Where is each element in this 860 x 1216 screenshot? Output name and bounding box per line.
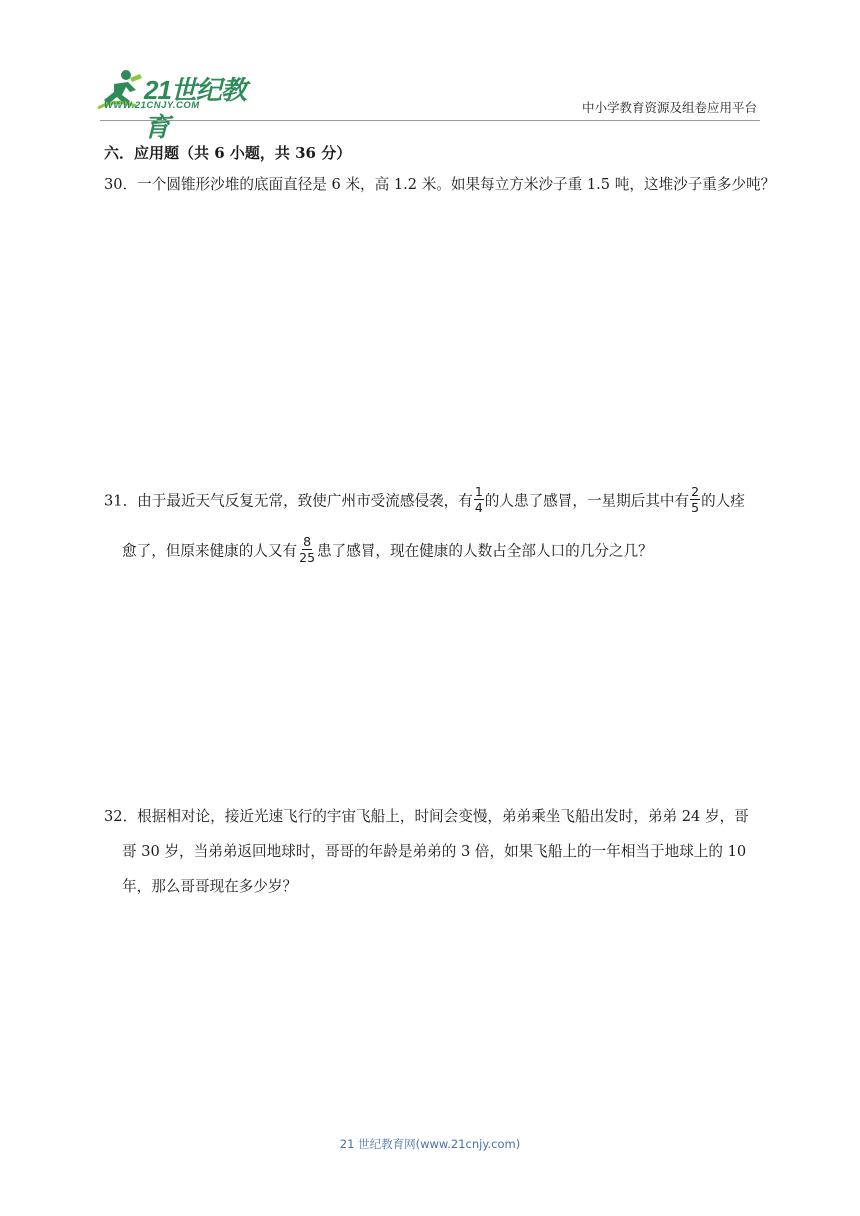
q31-text-part1: 31．由于最近天气反复无常，致使广州市受流感侵袭，有 (104, 492, 473, 510)
logo-url: WWW.21CNJY.COM (104, 100, 200, 111)
logo-text: 21世纪教育 (144, 75, 246, 142)
fraction-eight-25ths (298, 534, 316, 565)
question-32-line-1: 32．根据相对论，接近光速飞行的宇宙飞船上，时间会变慢，弟弟乘坐飞船出发时，弟弟 24 岁，哥 (104, 808, 749, 825)
site-logo (96, 68, 266, 142)
platform-name: 中小学教育资源及组卷应用平台 (581, 100, 757, 115)
fraction-one-quarter (474, 484, 484, 515)
q31-text-part5: 患了感冒，现在健康的人数占全部人口的几分之几？ (317, 542, 653, 560)
fraction-numerator: 8 (303, 534, 312, 549)
fraction-denominator: 25 (299, 550, 316, 565)
section-title: 六．应用题（共 6 小题，共 36 分） (104, 144, 352, 162)
q31-text-part2: 的人患了感冒，一星期后其中有 (484, 492, 690, 510)
fraction-numerator: 2 (691, 484, 700, 499)
question-32-line-3: 年，那么哥哥现在多少岁？ (122, 878, 298, 895)
q31-text-part3: 的人痊 (701, 492, 745, 510)
fraction-denominator: 4 (474, 500, 483, 515)
question-31-line-1 (104, 486, 745, 517)
fraction-denominator: 5 (691, 500, 700, 515)
question-32-line-2: 哥 30 岁，当弟弟返回地球时，哥哥的年龄是弟弟的 3 倍，如果飞船上的一年相当于地球上的 10 (122, 843, 747, 860)
question-31-line-2 (122, 536, 653, 567)
fraction-numerator: 1 (474, 484, 483, 499)
fraction-two-fifths (690, 484, 700, 515)
q31-text-part4: 愈了，但原来健康的人又有 (122, 542, 298, 560)
question-30: 30．一个圆锥形沙堆的底面直径是 6 米，高 1.2 米。如果每立方米沙子重 1.5 吨，这堆沙子重多少吨？ (104, 176, 776, 193)
header-divider (100, 120, 760, 121)
footer-link[interactable]: 21 世纪教育网(www.21cnjy.com) (339, 1137, 521, 1151)
